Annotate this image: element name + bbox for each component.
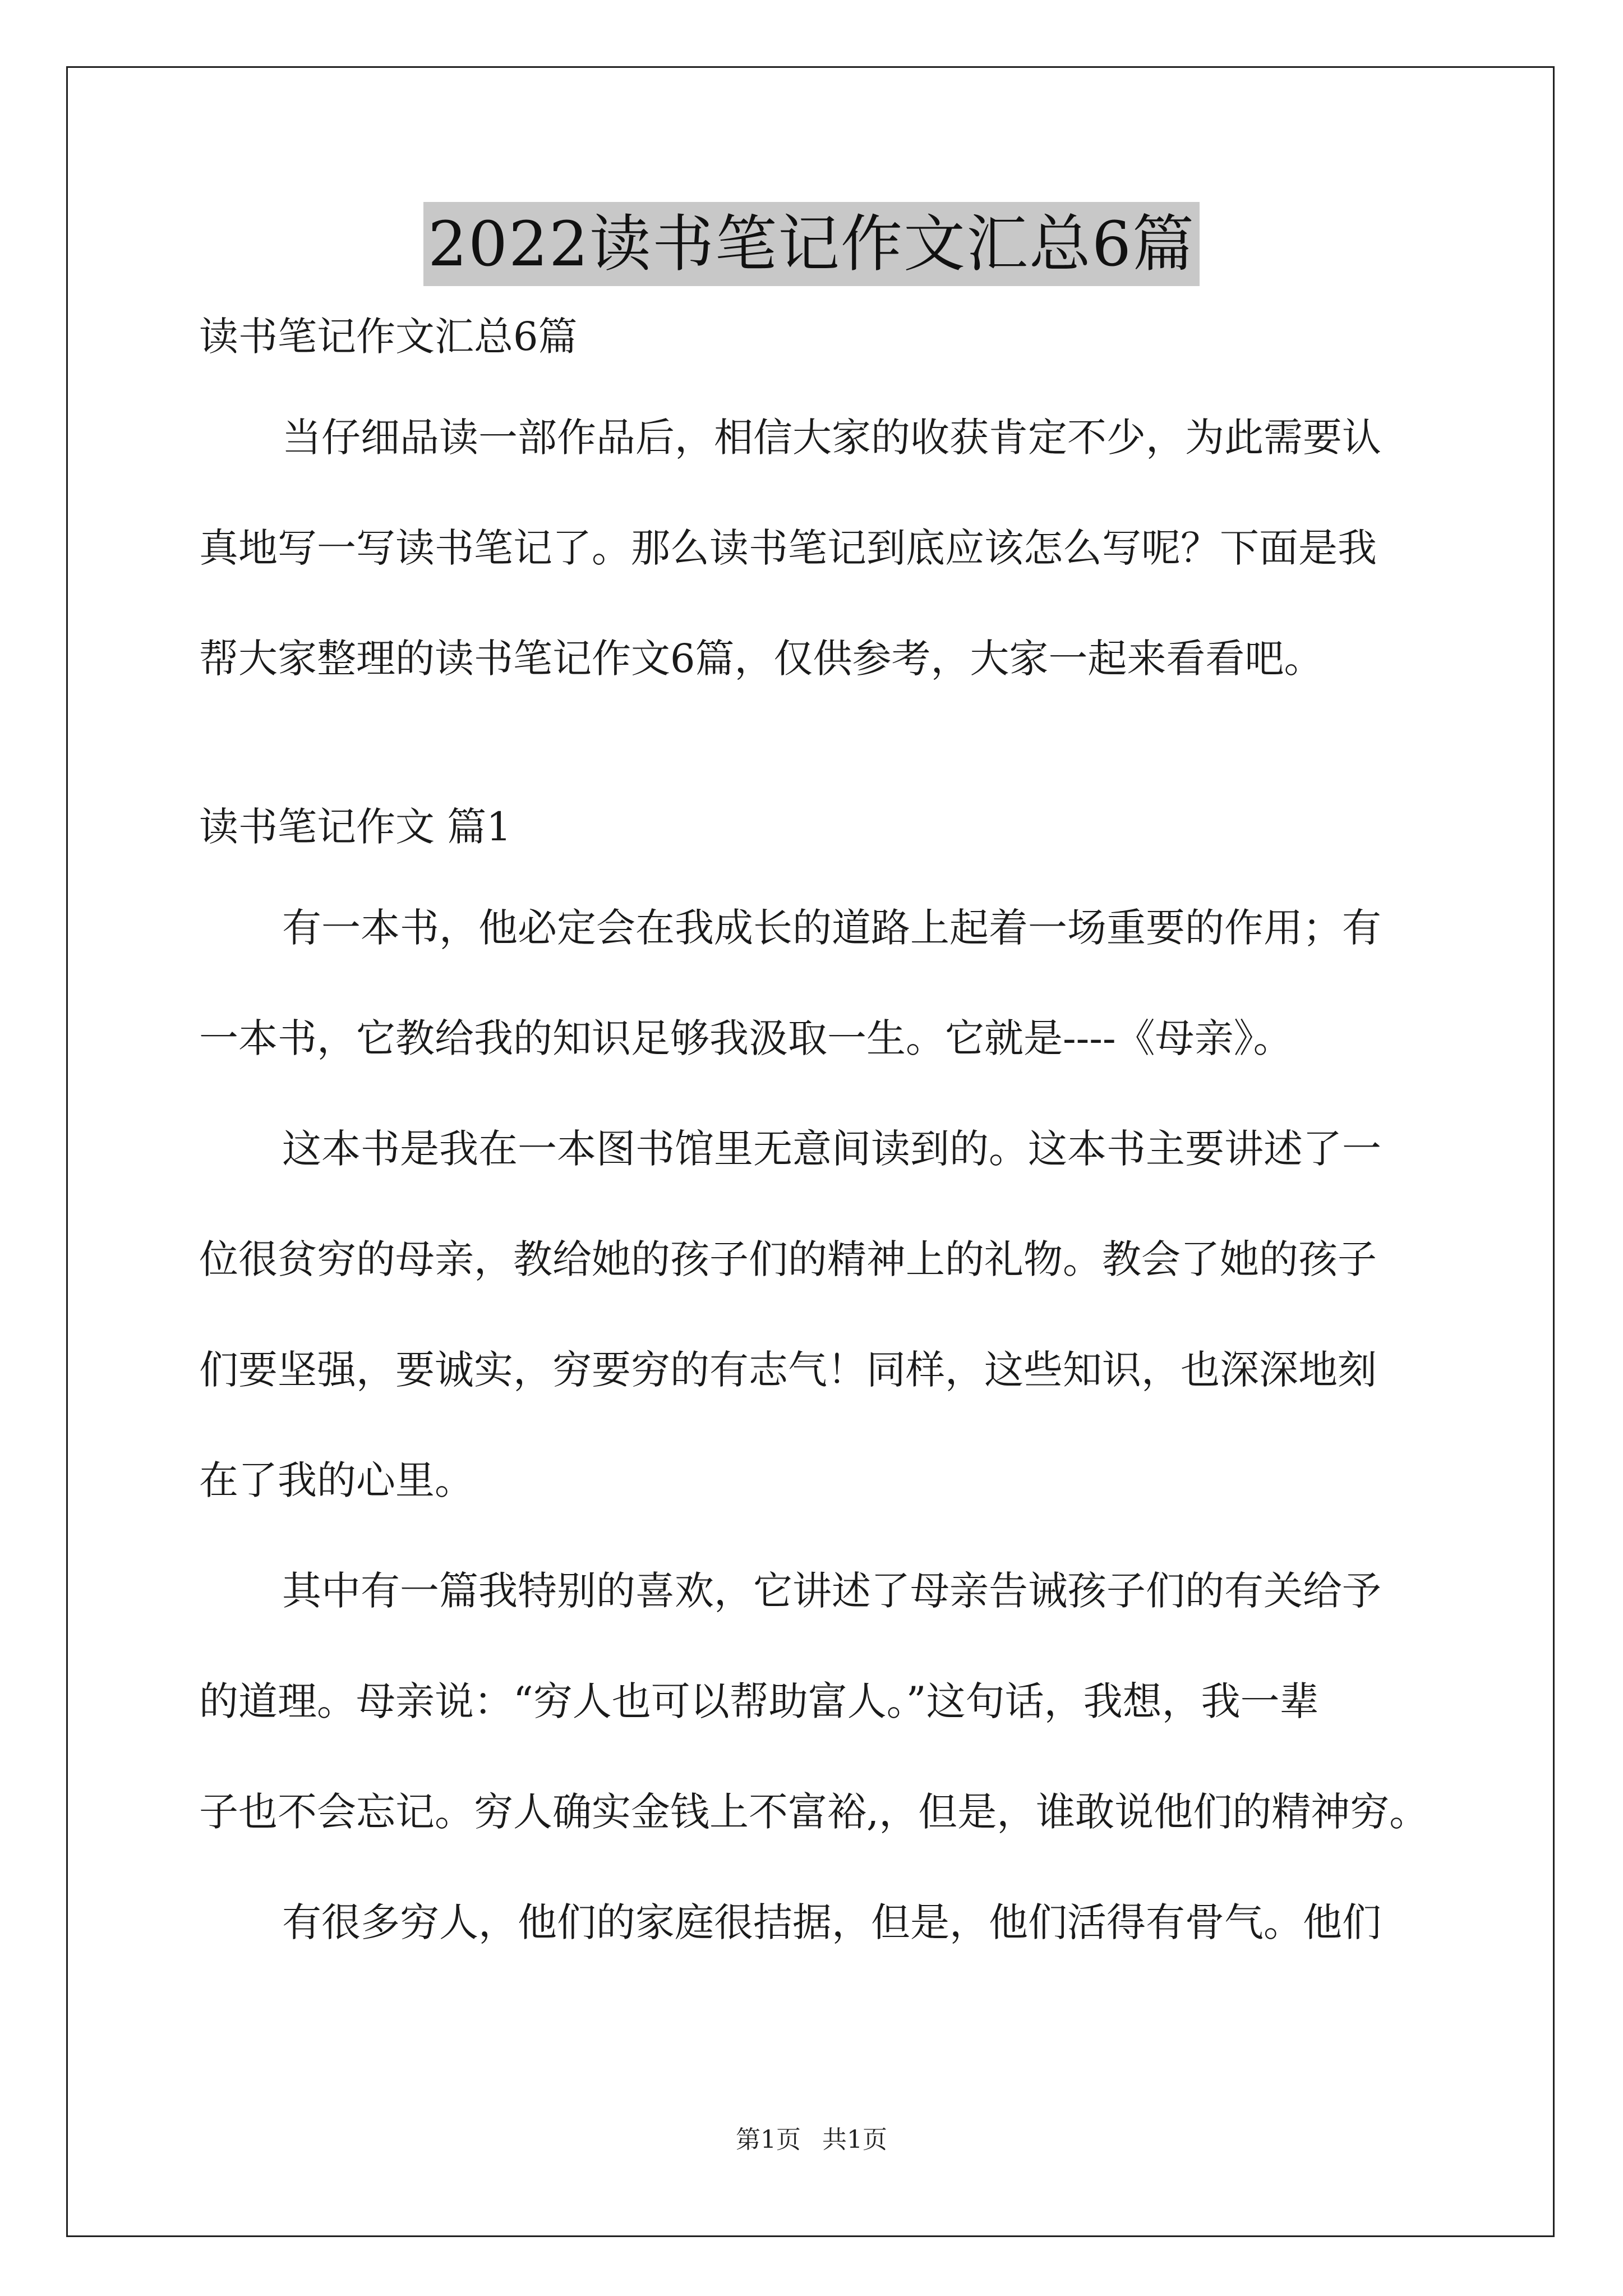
- page-footer: [0, 2123, 1623, 2157]
- paragraph-line: 一本书，它教给我的知识足够我汲取一生。它就是----《母亲》。: [199, 1015, 1293, 1061]
- paragraph: [199, 1563, 1427, 1840]
- paragraph-line: 有一本书，他必定会在我成长的道路上起着一场重要的作用；有: [282, 905, 1381, 951]
- intro-paragraph: [199, 409, 1427, 687]
- document-subtitle: 读书笔记作文汇总6篇: [199, 314, 578, 360]
- page-number: 第1页: [736, 2125, 801, 2154]
- paragraph: [199, 900, 1427, 1066]
- paragraph: [199, 1121, 1427, 1508]
- intro-line: 真地写一写读书笔记了。那么读书笔记到底应该怎么写呢？下面是我: [199, 525, 1377, 571]
- section-heading: 读书笔记作文 篇1: [199, 804, 511, 850]
- title-wrapper: [0, 202, 1623, 286]
- paragraph-line: 位很贫穷的母亲，教给她的孩子们的精神上的礼物。教会了她的孩子: [199, 1236, 1377, 1282]
- document-body: [199, 309, 1427, 1950]
- paragraph-line: 有很多穷人，他们的家庭很拮据，但是，他们活得有骨气。他们: [282, 1899, 1381, 1945]
- document-title: 2022读书笔记作文汇总6篇: [423, 202, 1200, 286]
- paragraph-line: 们要坚强，要诚实，穷要穷的有志气！同样，这些知识，也深深地刻: [199, 1347, 1377, 1393]
- paragraph-line: 的道理。母亲说：“穷人也可以帮助富人。”这句话，我想，我一辈: [199, 1678, 1319, 1724]
- intro-line: 当仔细品读一部作品后，相信大家的收获肯定不少，为此需要认: [282, 415, 1381, 461]
- intro-line: 帮大家整理的读书笔记作文6篇，仅供参考，大家一起来看看吧。: [199, 636, 1324, 682]
- paragraph-line: 其中有一篇我特别的喜欢，它讲述了母亲告诫孩子们的有关给予: [282, 1568, 1381, 1614]
- paragraph-line: 这本书是我在一本图书馆里无意间读到的。这本书主要讲述了一: [282, 1126, 1381, 1172]
- paragraph-line: 子也不会忘记。穷人确实金钱上不富裕,，但是，谁敢说他们的精神穷。: [199, 1789, 1429, 1835]
- paragraph-line: 在了我的心里。: [199, 1457, 474, 1503]
- paragraph: [199, 1894, 1427, 1950]
- page-total: 共1页: [822, 2125, 887, 2154]
